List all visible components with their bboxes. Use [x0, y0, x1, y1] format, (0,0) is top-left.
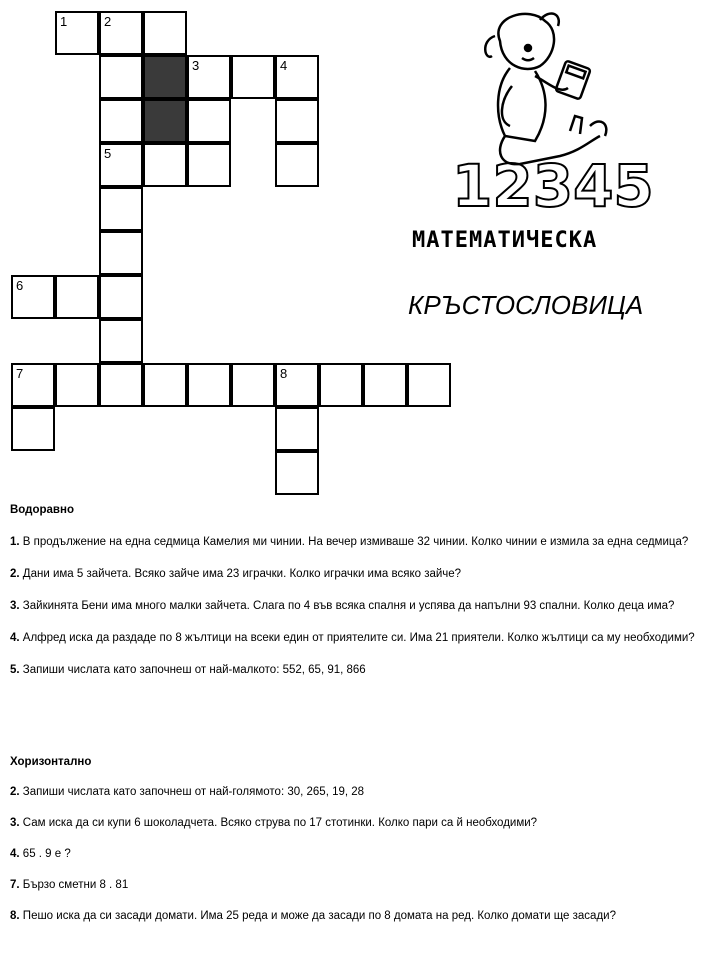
- grid-cell[interactable]: [143, 143, 187, 187]
- grid-cell[interactable]: [187, 363, 231, 407]
- grid-cell[interactable]: [187, 55, 231, 99]
- cell-number: 8: [280, 366, 288, 381]
- clue-item: [10, 906, 710, 926]
- grid-cell[interactable]: [99, 363, 143, 407]
- clue-item: [10, 532, 710, 552]
- grid-cell[interactable]: [363, 363, 407, 407]
- grid-cell-blocked: [143, 99, 187, 143]
- clue-text: Пешо иска да си засади домати. Има 25 реда и може да засади по 8 домата на ред. Колко домати ще засади?: [22, 910, 616, 922]
- clue-number: 4.: [10, 632, 20, 644]
- cell-number: 1: [60, 14, 68, 29]
- grid-cell[interactable]: [11, 363, 55, 407]
- clue-item: [10, 875, 710, 895]
- clue-item: [10, 564, 710, 584]
- clue-number: 1.: [10, 536, 20, 548]
- clue-text: Дани има 5 зайчета. Всяко зайче има 23 играчки. Колко играчки има всяко зайче?: [22, 568, 462, 580]
- clue-text: Сам иска да си купи 6 шоколадчета. Всяко струва по 17 стотинки. Колко пари са й необходими?: [22, 817, 538, 829]
- grid-cell[interactable]: [275, 99, 319, 143]
- grid-cell[interactable]: [275, 407, 319, 451]
- clues-horizontal: [10, 752, 710, 926]
- clue-text: 65 . 9 е ?: [22, 848, 71, 860]
- clue-number: 7.: [10, 879, 20, 891]
- grid-cell[interactable]: [143, 363, 187, 407]
- grid-cell[interactable]: [187, 143, 231, 187]
- grid-cell[interactable]: [231, 55, 275, 99]
- grid-cell-blocked: [143, 55, 187, 99]
- page-subtitle: КРЪСТОСЛОВИЦА: [408, 290, 644, 320]
- cell-number: 4: [280, 58, 288, 73]
- clue-text: Алфред иска да раздаде по 8 жълтици на всеки един от приятелите си. Има 21 приятели. Колко жълтици са му необходими?: [22, 632, 695, 644]
- grid-cell[interactable]: [99, 231, 143, 275]
- grid-cell[interactable]: [99, 55, 143, 99]
- clues-vertical: [10, 500, 710, 680]
- page-title: МАТЕМАТИЧЕСКА: [412, 228, 598, 253]
- crossword-grid: [0, 0, 460, 500]
- girl-with-calculator-icon: [440, 6, 654, 220]
- grid-cell[interactable]: [11, 275, 55, 319]
- grid-cell[interactable]: [319, 363, 363, 407]
- clue-item: [10, 628, 710, 648]
- clue-item: [10, 813, 710, 833]
- clue-number: 2.: [10, 786, 20, 798]
- clue-item: [10, 782, 710, 802]
- cell-number: 2: [104, 14, 112, 29]
- clue-item: [10, 596, 710, 616]
- clue-text: В продължение на една седмица Камелия ми чинии. На вечер измиваше 32 чинии. Колко чинии е измила за една седмица?: [22, 536, 689, 548]
- grid-cell[interactable]: [55, 11, 99, 55]
- clue-item: [10, 844, 710, 864]
- grid-cell[interactable]: [275, 363, 319, 407]
- grid-cell[interactable]: [99, 99, 143, 143]
- clue-number: 2.: [10, 568, 20, 580]
- grid-cell[interactable]: [231, 363, 275, 407]
- grid-cell[interactable]: [407, 363, 451, 407]
- cell-number: 7: [16, 366, 24, 381]
- section-heading: Водоравно: [10, 504, 74, 516]
- section-heading: Хоризонтално: [10, 756, 92, 768]
- digits-decor: 12345: [452, 152, 654, 220]
- clue-text: Зайкинята Бени има много малки зайчета. Слага по 4 във всяка спалня и успява да напълни 93 спални. Колко деца има?: [22, 600, 675, 612]
- grid-cell[interactable]: [55, 275, 99, 319]
- clue-number: 5.: [10, 664, 20, 676]
- grid-cell[interactable]: [11, 407, 55, 451]
- clue-text: Бързо сметни 8 . 81: [22, 879, 129, 891]
- clue-number: 3.: [10, 817, 20, 829]
- grid-cell[interactable]: [275, 451, 319, 495]
- grid-cell[interactable]: [99, 11, 143, 55]
- clue-number: 8.: [10, 910, 20, 922]
- grid-cell[interactable]: [143, 11, 187, 55]
- grid-cell[interactable]: [99, 187, 143, 231]
- clue-text: Запиши числата като започнеш от най-малкото: 552, 65, 91, 866: [22, 664, 366, 676]
- grid-cell[interactable]: [55, 363, 99, 407]
- clue-number: 4.: [10, 848, 20, 860]
- clue-item: [10, 660, 710, 680]
- clue-number: 3.: [10, 600, 20, 612]
- cell-number: 6: [16, 278, 24, 293]
- clue-text: Запиши числата като започнеш от най-голямото: 30, 265, 19, 28: [22, 786, 365, 798]
- grid-cell[interactable]: [99, 143, 143, 187]
- grid-cell[interactable]: [187, 99, 231, 143]
- grid-cell[interactable]: [99, 319, 143, 363]
- cell-number: 5: [104, 146, 112, 161]
- cell-number: 3: [192, 58, 200, 73]
- grid-cell[interactable]: [99, 275, 143, 319]
- grid-cell[interactable]: [275, 143, 319, 187]
- grid-cell[interactable]: [275, 55, 319, 99]
